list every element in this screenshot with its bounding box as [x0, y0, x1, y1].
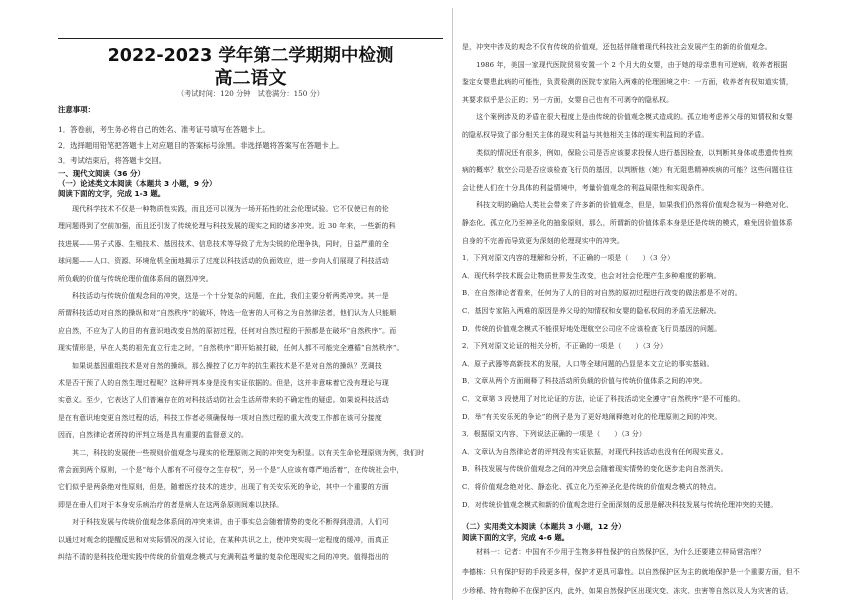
passage-line: 如果说基因重组技术是对自然的操纵，那么操控了亿万年的抗生素技术是不是对自然的操纵？烹调技 [58, 361, 382, 370]
passage-line: 3．根据原文内容，下列说法正确的一项是（ ）（3 分） [462, 430, 646, 439]
note-line: 1．答卷前，考生务必将自己的姓名、准考证号填写在答题卡上。 [58, 125, 270, 134]
passage-line: C．基因专家陷入两难的原因是养父母的知情权和女婴的隐私权间的矛盾无法解决。 [462, 307, 721, 315]
column-divider [452, 8, 453, 600]
passage-line: 科技活动与传统价值观念间的冲突，这是一个十分复杂的问题，在此，我们主要分析两类冲突。其一是 [58, 292, 389, 300]
passage-line: C．文章第 3 段使用了对比论证的方法，论证了科技活动完全遵守“自然秩序”是不可能的。 [462, 395, 745, 403]
passage-line: 理问题得到了空前加强，而且还引发了传统伦理与科技发展的现实之间的诸多冲突。近 30 年来，一些新的科 [58, 222, 396, 231]
passage-line: 技进展——男子式器、生殖技术、基因技术、信息技术等导致了尤为尖锐的伦理争执，同时，日益严重的全 [58, 239, 389, 248]
header-rule [58, 38, 443, 39]
passage-line: 病的概率？航空公司是否应该检查飞行员的基因，以判断他（她）有无阻患精神疾病的可能？这些问题往往 [462, 166, 793, 175]
passage-line: 1986 年，美国一家现代医院贸易安置一个 2 个月大的女婴，由于她的母亲患有可逆病，收养者根据 [462, 60, 788, 69]
passage-line: 类似的情况还有很多，例如，保险公司是否应该要求投保人进行基因检查，以判断其身体或患遗传性疾 [462, 148, 793, 157]
passage-line: 鉴定女婴患此病的可能性，负责检测的医院专家陷入两难的伦理困境之中：一方面，收养者有权知道实情， [462, 78, 793, 87]
notes-heading: 注意事项： [58, 105, 95, 114]
part1-heading: （一）论述类文本阅读（本题共 3 小题，9 分） [58, 179, 217, 188]
passage-line: D．传统的价值观念模式不能很好地处理航空公司应不应该检查飞行员基因的问题。 [462, 324, 722, 333]
passage-line: 即是在垂人们对于本身安乐病治疗的者是病人在这两条原则间难以抉择。 [58, 500, 284, 509]
passage-line: 它们似乎是两条绝对性原则，但是，随着医疗技术的进步，出现了有关安乐死的争论，其中一个重要的方面 [58, 483, 389, 492]
passage-line: 所谓科技活动对自然的操纵和对“自然秩序”的破坏，特选一危害的人可称之为自然律法者，他们认为人只能顺 [58, 309, 397, 318]
passage-line: 是，冲突中涉及的观念不仅有传统的价值观，还包括伴随着现代科技社会发展产生的新的价值观念。 [462, 43, 772, 51]
exam-subtitle: 高二语文 [214, 68, 287, 89]
passage-line: 静态化、孤立化乃至神圣化的抽象原则，那么，所谓新的价值体系本身是还是传统的模式，难免因价值体系 [462, 219, 793, 227]
part2-heading: （二）实用类文本阅读（本题共 3 小题，12 分） [462, 522, 626, 531]
passage-line: A．原子武器等高新技术的发展，人口等全球问题的凸显是本文立论的事实基础。 [462, 359, 714, 368]
passage-line: B．科技发展与传统价值观念之间的冲突总会随着现实情势的变化逐步走向自然消失。 [462, 465, 728, 474]
passage-line: D．对传统价值观念模式和新的价值观念进行全面深刻的反思是解决科技发展与传统伦理冲突的关键。 [462, 500, 778, 509]
passage-line: B．在自然律论者看来，任何为了人的目的对自然的原初过程进行改变的做法都是不对的。 [462, 289, 742, 298]
passage-line: 其要求似乎是公正的；另一方面，女婴自己也有不可剥夺的隐私权。 [462, 95, 674, 104]
passage-line: 所负载的价值与传统伦理价值体系间的剧烈冲突。 [58, 274, 213, 283]
note-line: 2．选择题用铅笔把答题卡上对应题目的答案标号涂黑。非选择题将答案写在答题卡上。 [58, 140, 344, 150]
passage-line: 2．下列对原文论证的相关分析，不正确的一项是（ ）（3 分） [462, 342, 668, 351]
exam-info: （考试时间：120 分钟 试卷满分：150 分） [176, 89, 324, 98]
passage-line: A．文章认为自然律论者的评判没有实证依据，对现代科技活动也没有任何现实意义。 [462, 447, 728, 456]
passage-line: 自身的不完善而导致更为深刻的伦理现实中的冲突。 [462, 236, 624, 245]
passage-line: 材料一：记者：中国有不少用于生物多样性保护的自然保护区，为什么还要建立样局营浩库？ [462, 548, 765, 556]
passage-line: 科技文明的确给人类社会带来了许多新的价值观念，但是，如果我们仍然将价值观念视为一种绝对化、 [462, 201, 793, 210]
passage-line: 术是否干预了人的自然生理过程呢？这种评判本身是没有实证依据的。但是，这并非意味着它没有理论与现 [58, 379, 389, 387]
passage-line: A．现代科学技术既会让物质世界发生改变，也会对社会伦理产生多种难度的影响。 [462, 271, 721, 280]
passage-line: 1．下列对原文内容的理解和分析，不正确的一项是（ ）（3 分） [462, 254, 675, 263]
passage-line: 的隐私权导致了部分相关主体的现实利益与其他相关主体的现实利益间的矛盾。 [462, 131, 709, 139]
passage-line: 其二，科技的发展使一些规则价值观念与现实的伦理原则之间的冲突变为积显。以有关生命伦理原则为例，我们时 [58, 448, 425, 457]
passage-line: 因而，自然律论者所持的评判立场是具有重要的监督意义的。 [58, 431, 249, 440]
exam-title: 2022-2023 学年第二学期期中检测 [107, 46, 394, 66]
passage-line: 纠结不清的是科技伦理实践中传统的价值观念模式与充满利益考量的复杂伦理现实之间的冲突。值得指出的 [58, 553, 389, 561]
passage-line: 这个案例涉及的矛盾在很大程度上是由传统的价值观念模式造成的。孤立地考虑养父母的知情权和女婴 [462, 113, 793, 122]
passage-line: 是在有意识地变更自然过程的话，科技工作者必须确保每一项对自然过程的重大改变工作都在该可分接度 [58, 413, 382, 422]
passage-line: B．文章从两个方面阐释了科技活动所负载的价值与传统价值体系之间的冲突。 [462, 377, 707, 386]
passage-line: 实意义。至少，它表达了人们普遍存在的对科技活动防社会生活所带来的不确定性的疑虑。如果说科技活动 [58, 396, 389, 405]
part1-instruction: 阅读下面的文字，完成 1-3 题。 [58, 189, 166, 198]
passage-line: 对于科技发展与传统价值观念体系间的冲突来讲，由于事实总会随着情势的变化不断得到澄清，人们可 [58, 518, 389, 527]
section1-heading: 一、现代文阅读（36 分） [58, 169, 145, 178]
passage-line: D．举“有关安乐死的争论”的例子是为了更好地阐释绝对化的伦理原则之间的冲突。 [462, 412, 722, 421]
passage-line: 少珍稀、特有物种不在保护区内，此外，如果自然保护区出现灾变、冻灾、虫害等自然以及人为灾害的话， [462, 587, 793, 595]
passage-line: 会让使人们在十分具体的利益情境中，考量价值观念的利益局限性和实现条件。 [462, 183, 709, 192]
passage-line: 李德栋：只有保护好的手段更多样，保护才更具可靠性。以自然保护区为主的就地保护是一个重要方面，但不 [462, 567, 800, 576]
passage-line: 常会面到两个原则，一个是“每个人都有不可侵夺之生存权”，另一个是“人应该有尊严地活着”，在传统社会中， [58, 466, 404, 474]
note-line: 3．考试结束后，将答题卡交回。 [58, 156, 167, 165]
part2-instruction: 阅读下面的文字，完成 4-6 题。 [462, 533, 570, 542]
passage-line: 应自然，不应为了人的目的有意识地改变自然的原初过程，任何对自然过程的干预都是在破坏“自然秩序”。而 [58, 326, 397, 335]
passage-line: C．将价值观念绝对化、静态化、孤立化乃至神圣化是传统的价值观念模式的特点。 [462, 483, 721, 491]
passage-line: 现代科学技术不仅是一种物质性实践，而且还可以视为一场开拓性的社会伦理试验。它不仅使已有的伦 [58, 205, 389, 213]
passage-line: 球问题——人口、资源、环境危机全面地揭示了过度以科技活动的负面效应，进一步向人们展现了科技活动 [58, 257, 389, 266]
passage-line: 现实情形是，早在人类的祖先直立行走之时，“自然秩序”即开始被打破，任何人都不可能完全遵循“自然秩序”。 [58, 344, 404, 353]
passage-line: 以通过对观念的提醒反思和对实际情况的深入讨论，在某种共识之上，使冲突实现一定程度的缓冲，而真正 [58, 535, 389, 544]
